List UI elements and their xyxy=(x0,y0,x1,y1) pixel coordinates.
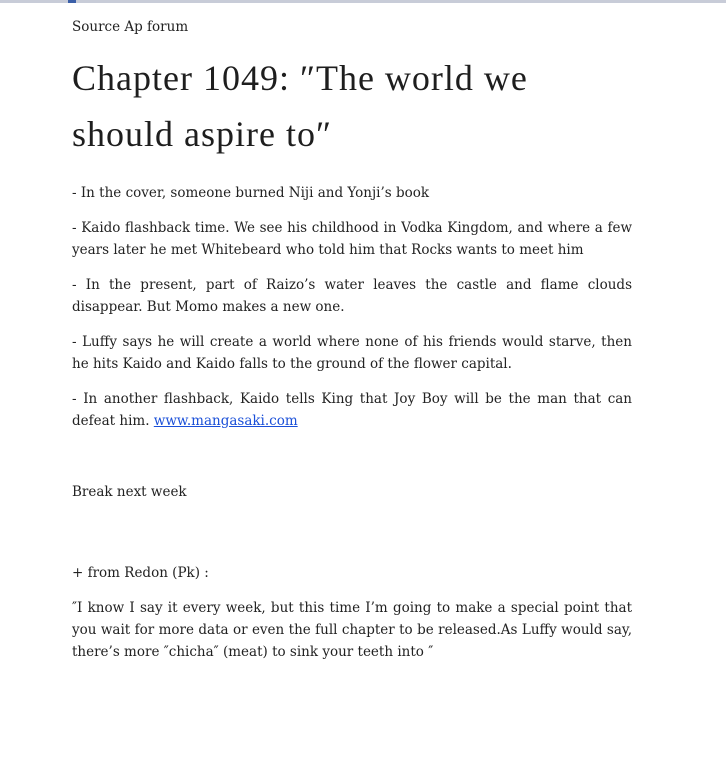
bullet-cover: - In the cover, someone burned Niji and Yonji’s book xyxy=(72,185,430,201)
quote-text: ″I know I say it every week, but this time I’m going to make a special point that you wait for more data or even the full chapter to be released.As Luffy would say, there’s more ″chicha″ (meat) to sink your teeth into ″ xyxy=(72,600,632,660)
mangasaki-link[interactable]: www.mangasaki.com xyxy=(153,413,298,429)
top-border xyxy=(0,0,726,3)
bullet-kaido-flashback: - Kaido flashback time. We see his childhood in Vodka Kingdom, and where a few years later he met Whitebeard who told him that Rocks wants to meet him xyxy=(72,220,632,258)
article xyxy=(72,18,632,676)
chapter-title: Chapter 1049: ″The world we should aspire to″ xyxy=(72,58,528,154)
bullet-joy-boy xyxy=(72,388,632,432)
bullet-joy-boy-text: - In another flashback, Kaido tells King that Joy Boy will be the man that can defeat him. xyxy=(72,391,632,429)
spacer xyxy=(72,445,632,481)
bullet-present: - In the present, part of Raizo’s water leaves the castle and flame clouds disappear. But Momo makes a new one. xyxy=(72,277,632,315)
break-notice: Break next week xyxy=(72,484,187,500)
from-line: + from Redon (Pk) : xyxy=(72,565,209,581)
top-border-marker xyxy=(68,0,76,3)
bullet-luffy: - Luffy says he will create a world where none of his friends would starve, then he hits Kaido and Kaido falls to the ground of the flower capital. xyxy=(72,334,632,372)
spacer xyxy=(72,516,632,562)
source-line: Source Ap forum xyxy=(72,19,189,35)
